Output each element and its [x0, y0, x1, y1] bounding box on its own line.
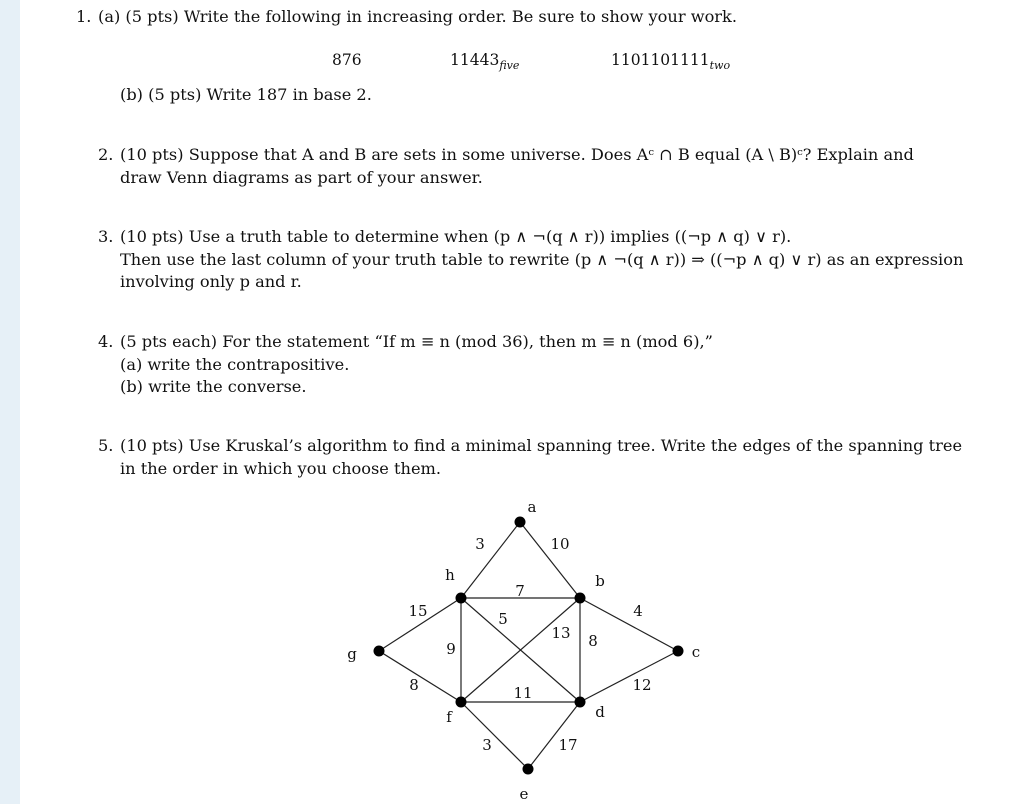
- q4-line: (b) write the converse.: [120, 377, 307, 396]
- q5-line: in the order in which you choose them.: [120, 458, 442, 478]
- graph-vertex-labels: [347, 498, 700, 803]
- q3-line: (10 pts) Use a truth table to determine when (p ∧ ¬(q ∧ r)) implies ((¬p ∧ q) ∨ r).: [120, 227, 792, 246]
- edge-weight-h-b: 7: [515, 582, 525, 600]
- vertex-b: [575, 593, 586, 604]
- q1-value-base2: $1101101111_{two}$: [611, 51, 731, 73]
- q1-part-b: (b) (5 pts) Write 187 in base 2.: [120, 85, 372, 104]
- q5-line: (10 pts) Use Kruskal’s algorithm to find a minimal spanning tree. Write the edges of the spanning tree: [120, 436, 963, 455]
- edge-weight-g-h: 15: [408, 602, 428, 620]
- vertex-d: [575, 697, 586, 708]
- base-subscript: five: [499, 59, 520, 73]
- edge-a-h: [461, 522, 520, 598]
- edge-weight-b-d: 8: [588, 632, 598, 650]
- q3-line: Then use the last column of your truth table to rewrite (p ∧ ¬(q ∧ r)) ⇒ ((¬p ∧ q) ∨ r) as an expression: [120, 249, 964, 269]
- q1-part-a: (a) (5 pts) Write the following in increasing order. Be sure to show your work.: [98, 7, 738, 26]
- question-number: 1.: [76, 7, 92, 26]
- graph-vertices: [374, 517, 684, 775]
- q2-line: draw Venn diagrams as part of your answer.: [120, 167, 483, 187]
- q4-line: (a) write the contrapositive.: [120, 354, 350, 374]
- edge-weight-c-d: 12: [632, 676, 652, 694]
- vertex-label-h: h: [445, 566, 455, 584]
- q3-line: involving only p and r.: [120, 272, 302, 291]
- question-number: 2.: [98, 145, 114, 164]
- edge-weight-f-d: 11: [513, 684, 533, 702]
- edge-weight-f-b: 13: [551, 624, 571, 642]
- edge-c-d: [580, 651, 678, 702]
- edge-weight-a-h: 3: [475, 535, 485, 553]
- vertex-f: [456, 697, 467, 708]
- vertex-a: [515, 517, 526, 528]
- vertex-c: [673, 646, 684, 657]
- vertex-label-g: g: [347, 645, 357, 663]
- vertex-label-c: c: [691, 643, 701, 661]
- weighted-graph: [20, 0, 1024, 804]
- vertex-label-a: a: [527, 498, 537, 516]
- edge-weight-b-c: 4: [633, 602, 643, 620]
- question-number: 5.: [98, 436, 114, 455]
- vertex-e: [523, 764, 534, 775]
- edge-weight-g-f: 8: [409, 676, 419, 694]
- edge-weight-h-d: 5: [498, 610, 508, 628]
- edge-weight-h-f: 9: [446, 640, 456, 658]
- q1-value-base5: $11443_{five}$: [450, 51, 520, 73]
- exam-page: [20, 0, 1024, 804]
- vertex-label-e: e: [519, 785, 529, 803]
- question-number: 4.: [98, 332, 114, 351]
- edge-a-b: [520, 522, 580, 598]
- edge-g-f: [379, 651, 461, 702]
- vertex-label-b: b: [595, 572, 605, 590]
- edge-weight-d-e: 17: [558, 736, 578, 754]
- q4-line: (5 pts each) For the statement “If m ≡ n (mod 36), then m ≡ n (mod 6),”: [120, 332, 713, 351]
- vertex-h: [456, 593, 467, 604]
- vertex-label-f: f: [446, 708, 452, 726]
- vertex-g: [374, 646, 385, 657]
- edge-f-e: [461, 702, 528, 769]
- vertex-label-d: d: [595, 703, 605, 721]
- q2-line: (10 pts) Suppose that A and B are sets in some universe. Does Aᶜ ∩ B equal (A \ B)ᶜ? Explain and: [120, 145, 914, 164]
- edge-weight-f-e: 3: [482, 736, 492, 754]
- edge-weight-a-b: 10: [550, 535, 570, 553]
- q1-value-decimal: 876: [332, 51, 362, 69]
- graph-edges: [379, 522, 678, 769]
- question-number: 3.: [98, 227, 114, 246]
- base-subscript: two: [709, 59, 731, 73]
